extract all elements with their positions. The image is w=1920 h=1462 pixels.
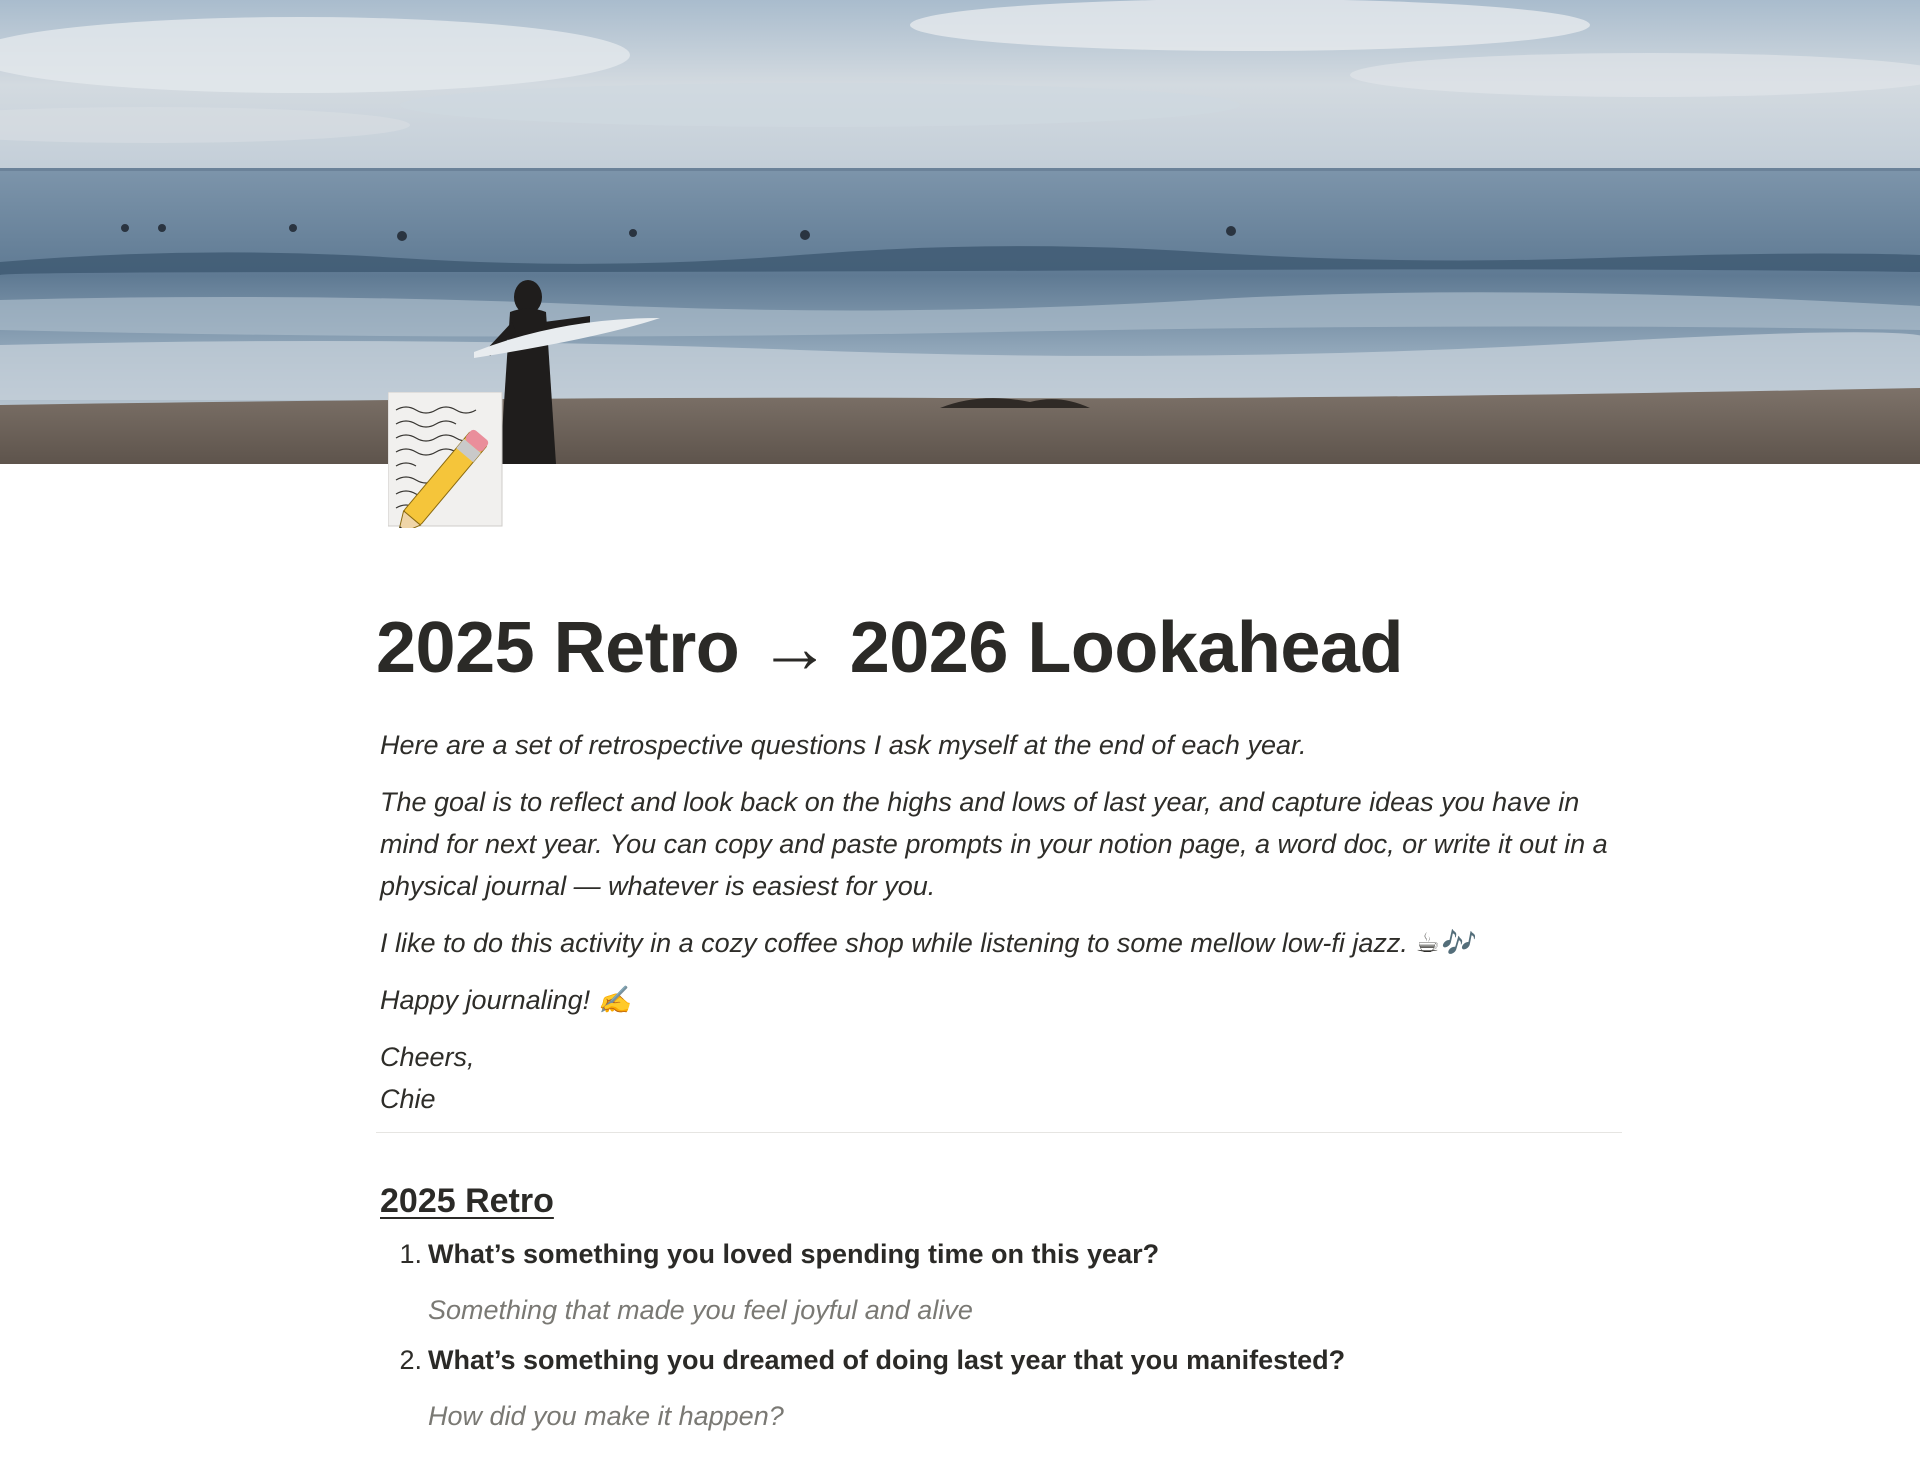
list-number: 1. bbox=[399, 1239, 422, 1269]
question-text[interactable]: What’s something you dreamed of doing last year that you manifested? bbox=[428, 1345, 1346, 1375]
signoff-name[interactable]: Chie bbox=[380, 1084, 436, 1114]
question-list bbox=[376, 1233, 1626, 1437]
divider bbox=[376, 1132, 1622, 1133]
list-item[interactable] bbox=[376, 1339, 1626, 1437]
list-number: 2. bbox=[399, 1345, 422, 1375]
intro-paragraph[interactable]: The goal is to reflect and look back on the highs and lows of last year, and capture ideas you have in mind for next year. You can copy and paste prompts in your notion page, a word doc, or write it out in a physical journal — whatever is easiest for you. bbox=[380, 787, 1608, 901]
list-item[interactable] bbox=[376, 1233, 1626, 1331]
intro-paragraph[interactable]: I like to do this activity in a cozy coffee shop while listening to some mellow low-fi jazz. ☕🎶 bbox=[380, 928, 1474, 958]
page-content bbox=[376, 600, 1626, 1445]
intro-paragraph[interactable]: Here are a set of retrospective questions I ask myself at the end of each year. bbox=[380, 730, 1307, 760]
cover-image[interactable] bbox=[0, 0, 1920, 464]
question-text[interactable]: What’s something you loved spending time on this year? bbox=[428, 1239, 1160, 1269]
memo-icon[interactable] bbox=[388, 392, 504, 528]
ocean-surfer-cover-photo bbox=[0, 0, 1920, 464]
intro-paragraph[interactable]: Happy journaling! ✍️ bbox=[380, 985, 632, 1015]
signoff-line[interactable]: Cheers, bbox=[380, 1042, 475, 1072]
intro-block bbox=[376, 724, 1626, 1120]
question-hint[interactable]: Something that made you feel joyful and alive bbox=[428, 1295, 973, 1325]
section-heading[interactable]: 2025 Retro bbox=[380, 1182, 554, 1220]
question-hint[interactable]: How did you make it happen? bbox=[428, 1401, 784, 1431]
page-title[interactable]: 2025 Retro → 2026 Lookahead bbox=[376, 608, 1403, 688]
